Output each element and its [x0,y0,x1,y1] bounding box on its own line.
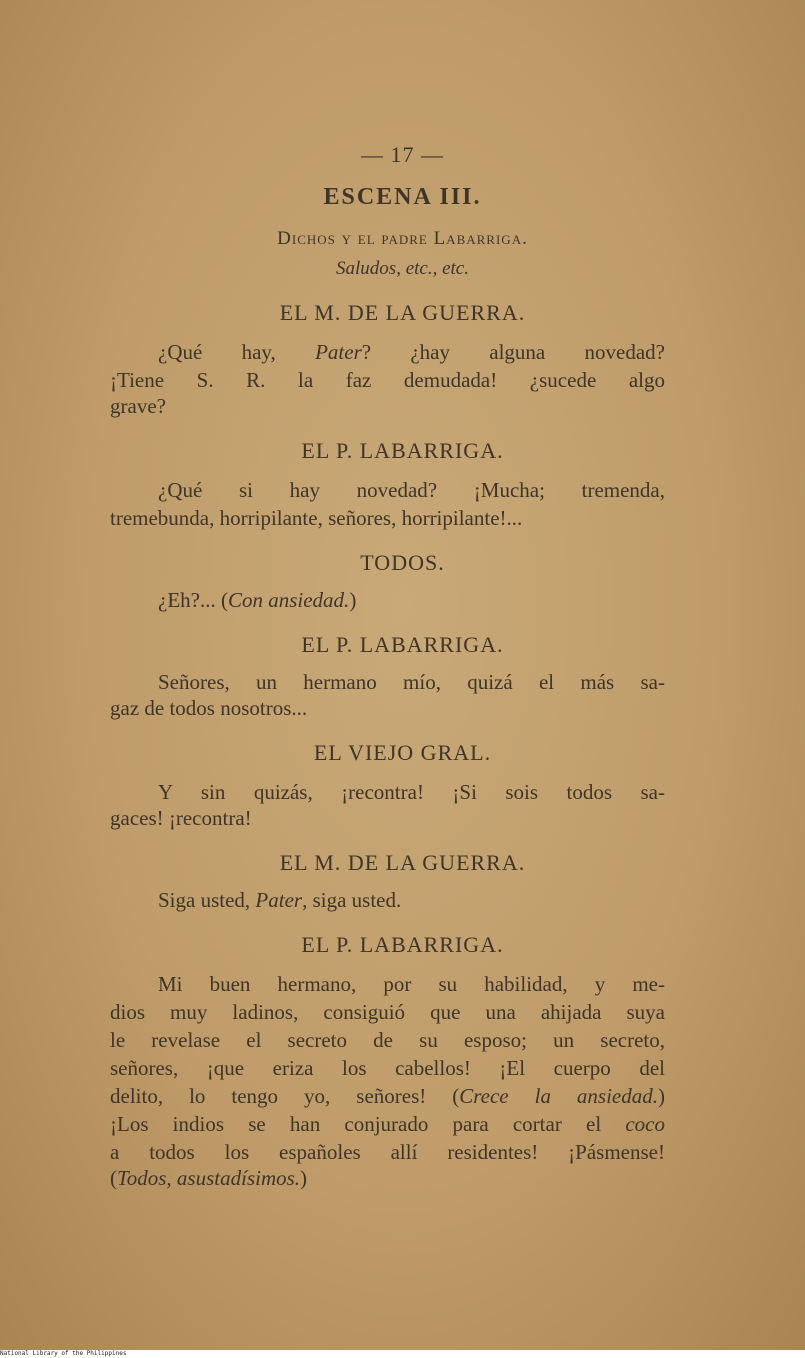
speech-line: señores, ¡que eriza los cabellos! ¡El cuerpo del [110,1056,665,1080]
speaker-heading: EL M. DE LA GUERRA. [279,300,526,325]
scene-title: ESCENA III. [323,184,482,210]
speech-line: ¿Qué si hay novedad? ¡Mucha; tremenda, [158,478,665,502]
scene-subtitle: Dichos y el padre Labarriga. [277,228,528,249]
speaker-heading: EL M. DE LA GUERRA. [279,850,526,875]
speech-line: gaz de todos nosotros... [110,696,308,720]
speech-line: ¡Los indios se han conjurado para cortar el coco [110,1112,665,1136]
speech-line: grave? [110,394,166,418]
speech-line: delito, lo tengo yo, señores! (Crece la ansiedad.) [110,1084,666,1108]
speech-line: Y sin quizás, ¡recontra! ¡Si sois todos sa- [158,780,665,804]
speech-line: ¡Tiene S. R. la faz demudada! ¿sucede algo [110,368,665,392]
footer-credit: National Library of the Philippines [0,1350,127,1357]
stage-direction: Saludos, etc., etc. [336,258,469,279]
speech-line: ¿Eh?... (Con ansiedad.) [158,588,357,612]
speaker-heading: EL P. LABARRIGA. [301,932,504,957]
speech-line: gaces! ¡recontra! [110,806,252,830]
speech-line: Mi buen hermano, por su habilidad, y me- [158,972,665,996]
footer-strip [0,1350,805,1358]
speech-line: tremebunda, horripilante, señores, horripilante!... [110,506,523,530]
speech-line: le revelase el secreto de su esposo; un secreto, [110,1028,665,1052]
speech-line: Siga usted, Pater, siga usted. [158,888,402,912]
page-number: — 17 — [361,142,444,167]
speech-line: (Todos, asustadísimos.) [110,1166,308,1190]
speech-line: ¿Qué hay, Pater? ¿hay alguna novedad? [158,340,666,364]
speech-line: dios muy ladinos, consiguió que una ahijada suya [110,1000,665,1024]
speaker-heading: EL P. LABARRIGA. [301,438,504,463]
speaker-heading: EL P. LABARRIGA. [301,632,504,657]
speech-line: a todos los españoles allí residentes! ¡Pásmense! [110,1140,665,1164]
speech-line: Señores, un hermano mío, quizá el más sa- [158,670,665,694]
speaker-heading: TODOS. [360,550,445,575]
speaker-heading: EL VIEJO GRAL. [313,740,492,765]
